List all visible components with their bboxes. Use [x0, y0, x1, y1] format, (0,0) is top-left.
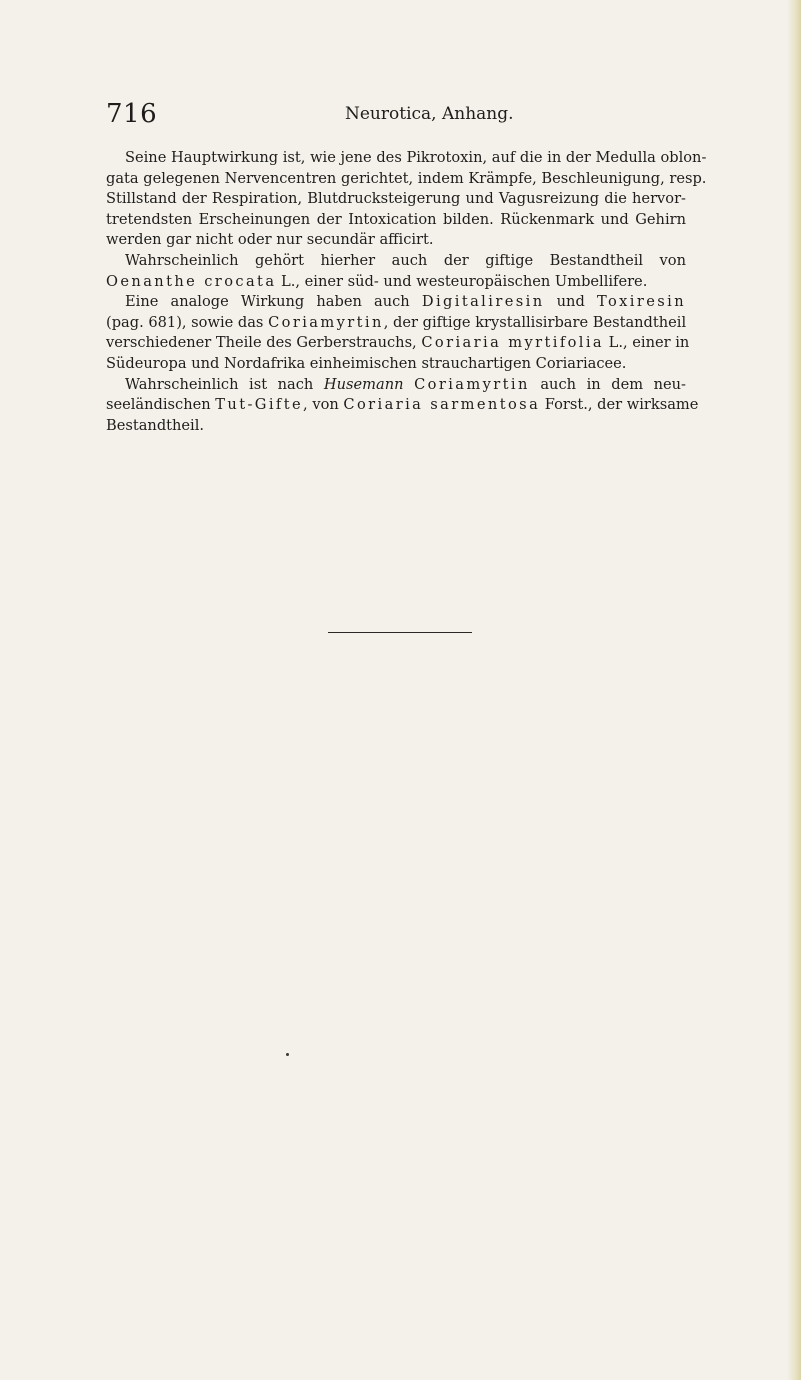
text-line: gata gelegenen Nervencentren gerichtet, indem Krämpfe, Beschleunigung, resp. — [106, 169, 707, 187]
text-line: Südeuropa und Nordafrika einheimischen strauchartigen Coriariacee. — [106, 354, 627, 372]
paper-speck — [286, 1053, 289, 1056]
chemical-term: Digitaliresin — [421, 293, 545, 311]
chemical-term: Toxiresin — [596, 293, 686, 311]
paragraph-3 — [106, 292, 690, 374]
text-segment: seeländischen — [106, 396, 216, 414]
paragraph-2 — [106, 251, 686, 292]
page-edge-shading — [787, 0, 801, 1380]
paragraph-4 — [106, 375, 699, 437]
page-number: 716 — [106, 99, 158, 129]
text-line: tretendsten Erscheinungen der Intoxication bilden. Rückenmark und Gehirn — [106, 210, 686, 228]
text-line — [106, 313, 686, 334]
page-header — [106, 96, 706, 132]
text-segment: auch in dem neu- — [529, 375, 686, 393]
text-line: Wahrscheinlich gehört hierher auch der giftige Bestandtheil von — [125, 251, 686, 269]
text-segment: , von — [303, 396, 344, 414]
section-divider — [328, 632, 472, 633]
botanical-term: Coriaria myrtifolia — [421, 334, 605, 352]
text-line — [106, 395, 699, 416]
text-line — [106, 292, 686, 313]
chemical-term: Tut-Gifte — [215, 396, 304, 414]
chemical-term: Coriamyrtin — [268, 313, 384, 331]
text-segment: verschiedener Theile des Gerberstrauchs, — [106, 334, 422, 352]
text-segment: L., einer in — [604, 334, 690, 352]
text-line — [106, 272, 686, 293]
text-segment — [404, 376, 415, 393]
text-segment: und — [544, 293, 597, 311]
text-line: werden gar nicht oder nur secundär afficirt. — [106, 231, 434, 249]
botanical-term: Oenanthe crocata — [106, 272, 277, 290]
text-line: Seine Hauptwirkung ist, wie jene des Pikrotoxin, auf die in der Medulla oblon- — [125, 149, 707, 166]
text-line: Stillstand der Respiration, Blutdrucksteigerung und Vagusreizung die hervor- — [106, 190, 686, 208]
author-name: Husemann — [323, 375, 404, 393]
text-segment: Forst., der wirksame — [540, 396, 699, 414]
paragraph-1 — [106, 148, 707, 251]
text-segment: Wahrscheinlich ist nach — [125, 375, 324, 393]
botanical-term: Coriaria sarmentosa — [343, 396, 541, 414]
text-segment: , der giftige krystallisirbare Bestandtheil — [383, 313, 687, 331]
text-line — [106, 375, 686, 396]
running-title: Neurotica, Anhang. — [345, 104, 514, 124]
chemical-term: Coriamyrtin — [414, 375, 530, 393]
text-segment: Eine analoge Wirkung haben auch — [125, 293, 422, 311]
text-line: Bestandtheil. — [106, 416, 205, 434]
text-segment: (pag. 681), sowie das — [106, 313, 269, 331]
text-line — [106, 333, 690, 354]
text-segment: L., einer süd- und westeuropäischen Umbellifere. — [276, 272, 648, 290]
body-text — [106, 148, 707, 436]
